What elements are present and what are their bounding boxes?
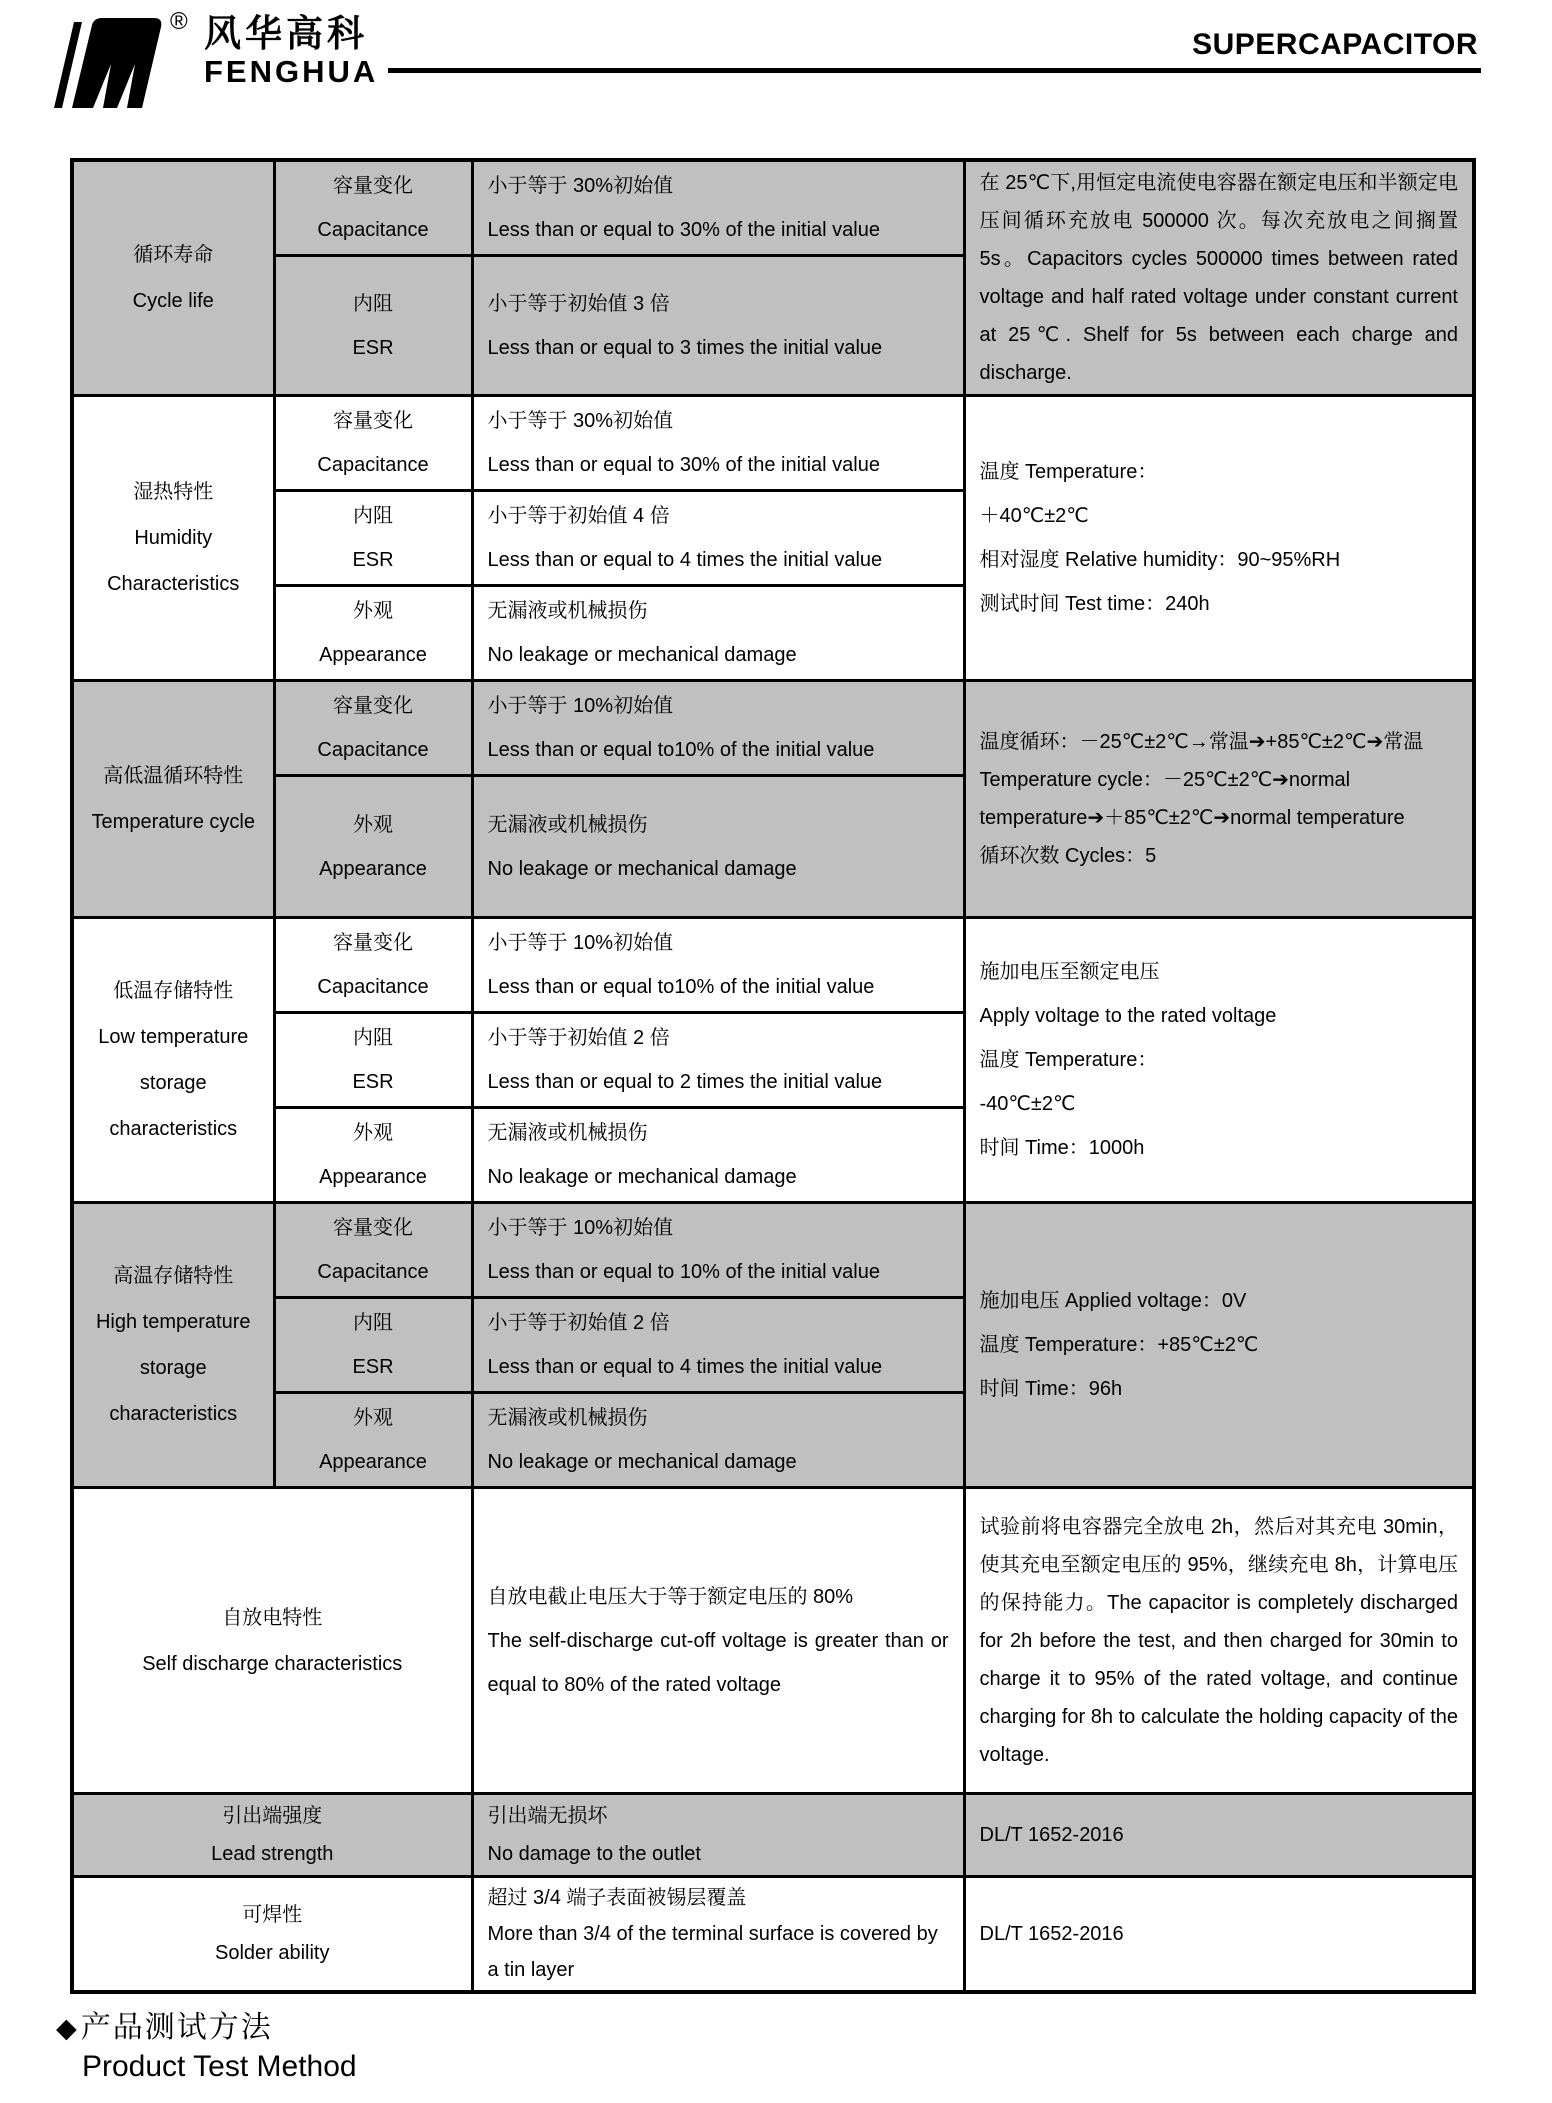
subitem-cell-esr [274, 1013, 472, 1108]
condition-line: 温度 Temperature： [979, 461, 1158, 483]
subitem-label-zh: 内阻 [353, 505, 393, 527]
condition-text: 试验前将电容器完全放电 2h，然后对其充电 30min，使其充电至额定电压的 95%，继续充电 8h，计算电压的保持能力。The capacitor is completely discharged for 2h before the test, and then charged for 30min to charge it to 95% of the rated voltage, and continue charging for 8h to calculate the holding capacity of the voltage. [979, 1515, 1458, 1766]
criteria-zh: 小于等于 30%初始值 [487, 410, 674, 432]
condition-line: ＋40℃±2℃ [979, 505, 1089, 527]
subitem-label-en: ESR [352, 1071, 394, 1093]
section-heading-zh [56, 2002, 273, 2046]
subitem-label-en: Appearance [319, 1451, 427, 1473]
item-label-zh: 可焊性 [242, 1904, 303, 1926]
subitem-cell-esr [274, 1298, 472, 1393]
item-cell-high-temp-storage [72, 1203, 274, 1488]
item-cell-solder-ability [72, 1877, 472, 1993]
condition-line: 施加电压至额定电压 [979, 961, 1160, 983]
criteria-zh: 小于等于 10%初始值 [487, 1217, 674, 1239]
condition-line: 温度循环：－25℃±2℃→常温➔+85℃±2℃➔常温 [979, 731, 1424, 753]
item-label-zh: 湿热特性 [133, 481, 214, 503]
criteria-en: Less than or equal to10% of the initial value [487, 976, 875, 998]
criteria-en: No leakage or mechanical damage [487, 857, 797, 880]
criteria-cell [472, 1013, 964, 1108]
criteria-zh: 小于等于 10%初始值 [487, 695, 674, 717]
brand-name-zh: 风华高科 [204, 13, 368, 54]
table-row [72, 160, 1474, 256]
subitem-label-en: Capacitance [317, 739, 429, 761]
criteria-en: Less than or equal to 4 times the initial value [487, 1356, 883, 1378]
condition-cell-solder-ability [964, 1877, 1474, 1993]
brand-block [204, 14, 378, 89]
condition-line: DL/T 1652-2016 [979, 1923, 1124, 1945]
item-label-zh: 引出端强度 [222, 1805, 323, 1827]
item-label-zh: 自放电特性 [222, 1606, 323, 1629]
criteria-zh: 小于等于初始值 2 倍 [487, 1027, 670, 1049]
condition-line: 时间 Time：96h [979, 1378, 1123, 1400]
subitem-label-zh: 内阻 [353, 1312, 393, 1334]
condition-line: 施加电压 Applied voltage：0V [979, 1290, 1247, 1312]
subitem-label-en: ESR [352, 549, 394, 571]
criteria-en: Less than or equal to 4 times the initial value [487, 549, 883, 571]
subitem-cell-appearance [274, 776, 472, 918]
criteria-en: Less than or equal to 3 times the initial value [487, 336, 883, 359]
condition-cell-lead-strength [964, 1794, 1474, 1877]
item-label-en: Humidity Characteristics [107, 527, 240, 595]
condition-line: 时间 Time：1000h [979, 1137, 1145, 1159]
subitem-cell-capacitance [274, 1203, 472, 1298]
item-label-zh: 高低温循环特性 [103, 765, 244, 787]
condition-line: 循环次数 Cycles：5 [979, 845, 1157, 867]
item-cell-cycle-life [72, 160, 274, 396]
fenghua-logo-icon [52, 12, 170, 108]
condition-line: 温度 Temperature： [979, 1049, 1158, 1071]
subitem-label-en: Capacitance [317, 219, 429, 241]
item-label-zh: 高温存储特性 [113, 1265, 234, 1287]
subitem-cell-capacitance [274, 918, 472, 1013]
criteria-en: The self-discharge cut-off voltage is greater than or equal to 80% of the rated voltage [487, 1629, 949, 1696]
item-label-en: Low temperature storage characteristics [98, 1026, 249, 1140]
subitem-label-en: Appearance [319, 644, 427, 666]
subitem-label-zh: 外观 [353, 813, 393, 836]
condition-line: Apply voltage to the rated voltage [979, 1005, 1277, 1027]
item-label-zh: 低温存储特性 [113, 980, 234, 1002]
criteria-cell [472, 1108, 964, 1203]
item-label-en: High temperature storage characteristics [95, 1311, 251, 1425]
item-label-en: Self discharge characteristics [142, 1652, 403, 1675]
subitem-label-zh: 容量变化 [333, 695, 413, 717]
condition-cell-temperature-cycle [964, 681, 1474, 918]
criteria-cell [472, 396, 964, 491]
criteria-en: No leakage or mechanical damage [487, 1451, 797, 1473]
condition-line: Temperature cycle：－25℃±2℃➔normal temperature➔＋85℃±2℃➔normal temperature [979, 769, 1405, 829]
table-row [72, 396, 1474, 491]
subitem-label-en: Capacitance [317, 1261, 429, 1283]
criteria-zh: 自放电截止电压大于等于额定电压的 80% [487, 1585, 854, 1608]
header-rule [388, 68, 1481, 73]
criteria-zh: 无漏液或机械损伤 [487, 1122, 648, 1144]
table-row [72, 1877, 1474, 1993]
subitem-label-zh: 内阻 [353, 292, 393, 315]
criteria-zh: 小于等于初始值 2 倍 [487, 1312, 670, 1334]
table-row [72, 681, 1474, 776]
subitem-cell-appearance [274, 1108, 472, 1203]
criteria-zh: 无漏液或机械损伤 [487, 1407, 648, 1429]
condition-cell-humidity [964, 396, 1474, 681]
subitem-label-zh: 容量变化 [333, 932, 413, 954]
item-label-en: Cycle life [132, 290, 214, 312]
item-cell-low-temp-storage [72, 918, 274, 1203]
criteria-zh: 无漏液或机械损伤 [487, 600, 648, 622]
criteria-cell [472, 918, 964, 1013]
subitem-cell-esr [274, 491, 472, 586]
diamond-bullet-icon: ◆ [56, 2013, 79, 2043]
criteria-en: Less than or equal to 30% of the initial value [487, 219, 880, 241]
criteria-en: No leakage or mechanical damage [487, 644, 797, 666]
subitem-cell-capacitance [274, 396, 472, 491]
criteria-cell [472, 160, 964, 256]
criteria-cell [472, 1298, 964, 1393]
condition-cell-high-temp-storage [964, 1203, 1474, 1488]
condition-cell-self-discharge [964, 1488, 1474, 1794]
condition-line: 温度 Temperature：+85℃±2℃ [979, 1334, 1259, 1356]
subitem-cell-capacitance [274, 160, 472, 256]
item-label-zh: 循环寿命 [133, 244, 214, 266]
subitem-label-zh: 容量变化 [333, 410, 413, 432]
criteria-cell-solder-ability [472, 1877, 964, 1993]
criteria-zh: 超过 3/4 端子表面被锡层覆盖 [487, 1887, 747, 1909]
criteria-en: Less than or equal to 10% of the initial value [487, 1261, 880, 1283]
subitem-label-en: ESR [352, 336, 394, 359]
criteria-zh: 小于等于初始值 4 倍 [487, 505, 670, 527]
subitem-cell-capacitance [274, 681, 472, 776]
item-label-en: Temperature cycle [91, 811, 255, 833]
doc-title: SUPERCAPACITOR [1192, 28, 1478, 61]
subitem-label-zh: 外观 [353, 1407, 393, 1429]
condition-text: 在 25℃下,用恒定电流使电容器在额定电压和半额定电压间循环充放电 500000 次。每次充放电之间搁置 5s。Capacitors cycles 500000 times between rated voltage and half rated voltage under constant current at 25℃. Shelf for 5s between each charge and discharge. [979, 172, 1458, 384]
table-row [72, 1794, 1474, 1877]
subitem-label-zh: 外观 [353, 1122, 393, 1144]
subitem-label-en: Appearance [319, 857, 427, 880]
section-title-en: Product Test Method [82, 2050, 357, 2083]
item-cell-temperature-cycle [72, 681, 274, 918]
subitem-label-en: Capacitance [317, 976, 429, 998]
registered-mark: ® [170, 8, 188, 35]
criteria-en: No leakage or mechanical damage [487, 1166, 797, 1188]
table-row [72, 1488, 1474, 1794]
subitem-label-zh: 外观 [353, 600, 393, 622]
condition-line: 测试时间 Test time：240h [979, 593, 1210, 615]
criteria-en: Less than or equal to10% of the initial value [487, 739, 875, 761]
criteria-en: Less than or equal to 2 times the initial value [487, 1071, 883, 1093]
subitem-cell-esr [274, 256, 472, 396]
criteria-cell [472, 681, 964, 776]
criteria-zh: 小于等于 10%初始值 [487, 932, 674, 954]
product-test-table [70, 158, 1476, 1994]
criteria-cell-lead-strength [472, 1794, 964, 1877]
item-label-en: Solder ability [214, 1942, 330, 1964]
subitem-label-en: Appearance [319, 1166, 427, 1188]
item-cell-lead-strength [72, 1794, 472, 1877]
subitem-cell-appearance [274, 1393, 472, 1488]
table-row [72, 1203, 1474, 1298]
condition-line: -40℃±2℃ [979, 1093, 1076, 1115]
condition-cell-cycle-life [964, 160, 1474, 396]
section-title-zh: 产品测试方法 [80, 2011, 273, 2044]
criteria-cell [472, 1203, 964, 1298]
subitem-cell-appearance [274, 586, 472, 681]
criteria-zh: 小于等于 30%初始值 [487, 175, 674, 197]
criteria-cell [472, 1393, 964, 1488]
subitem-label-zh: 容量变化 [333, 175, 413, 197]
condition-line: 相对湿度 Relative humidity：90~95%RH [979, 549, 1341, 571]
criteria-cell [472, 776, 964, 918]
criteria-cell [472, 491, 964, 586]
criteria-cell-self-discharge [472, 1488, 964, 1794]
subitem-label-en: Capacitance [317, 454, 429, 476]
subitem-label-en: ESR [352, 1356, 394, 1378]
subitem-label-zh: 容量变化 [333, 1217, 413, 1239]
criteria-zh: 无漏液或机械损伤 [487, 813, 648, 836]
criteria-zh: 引出端无损坏 [487, 1805, 608, 1827]
item-cell-self-discharge [72, 1488, 472, 1794]
subitem-label-zh: 内阻 [353, 1027, 393, 1049]
condition-line: DL/T 1652-2016 [979, 1824, 1124, 1846]
brand-name-en: FENGHUA [204, 54, 379, 89]
condition-cell-low-temp-storage [964, 918, 1474, 1203]
item-cell-humidity [72, 396, 274, 681]
criteria-en: More than 3/4 of the terminal surface is covered by a tin layer [487, 1923, 938, 1981]
criteria-zh: 小于等于初始值 3 倍 [487, 292, 670, 315]
table-row [72, 918, 1474, 1013]
criteria-en: Less than or equal to 30% of the initial value [487, 454, 880, 476]
criteria-en: No damage to the outlet [487, 1843, 701, 1865]
criteria-cell [472, 586, 964, 681]
item-label-en: Lead strength [211, 1843, 334, 1865]
criteria-cell [472, 256, 964, 396]
